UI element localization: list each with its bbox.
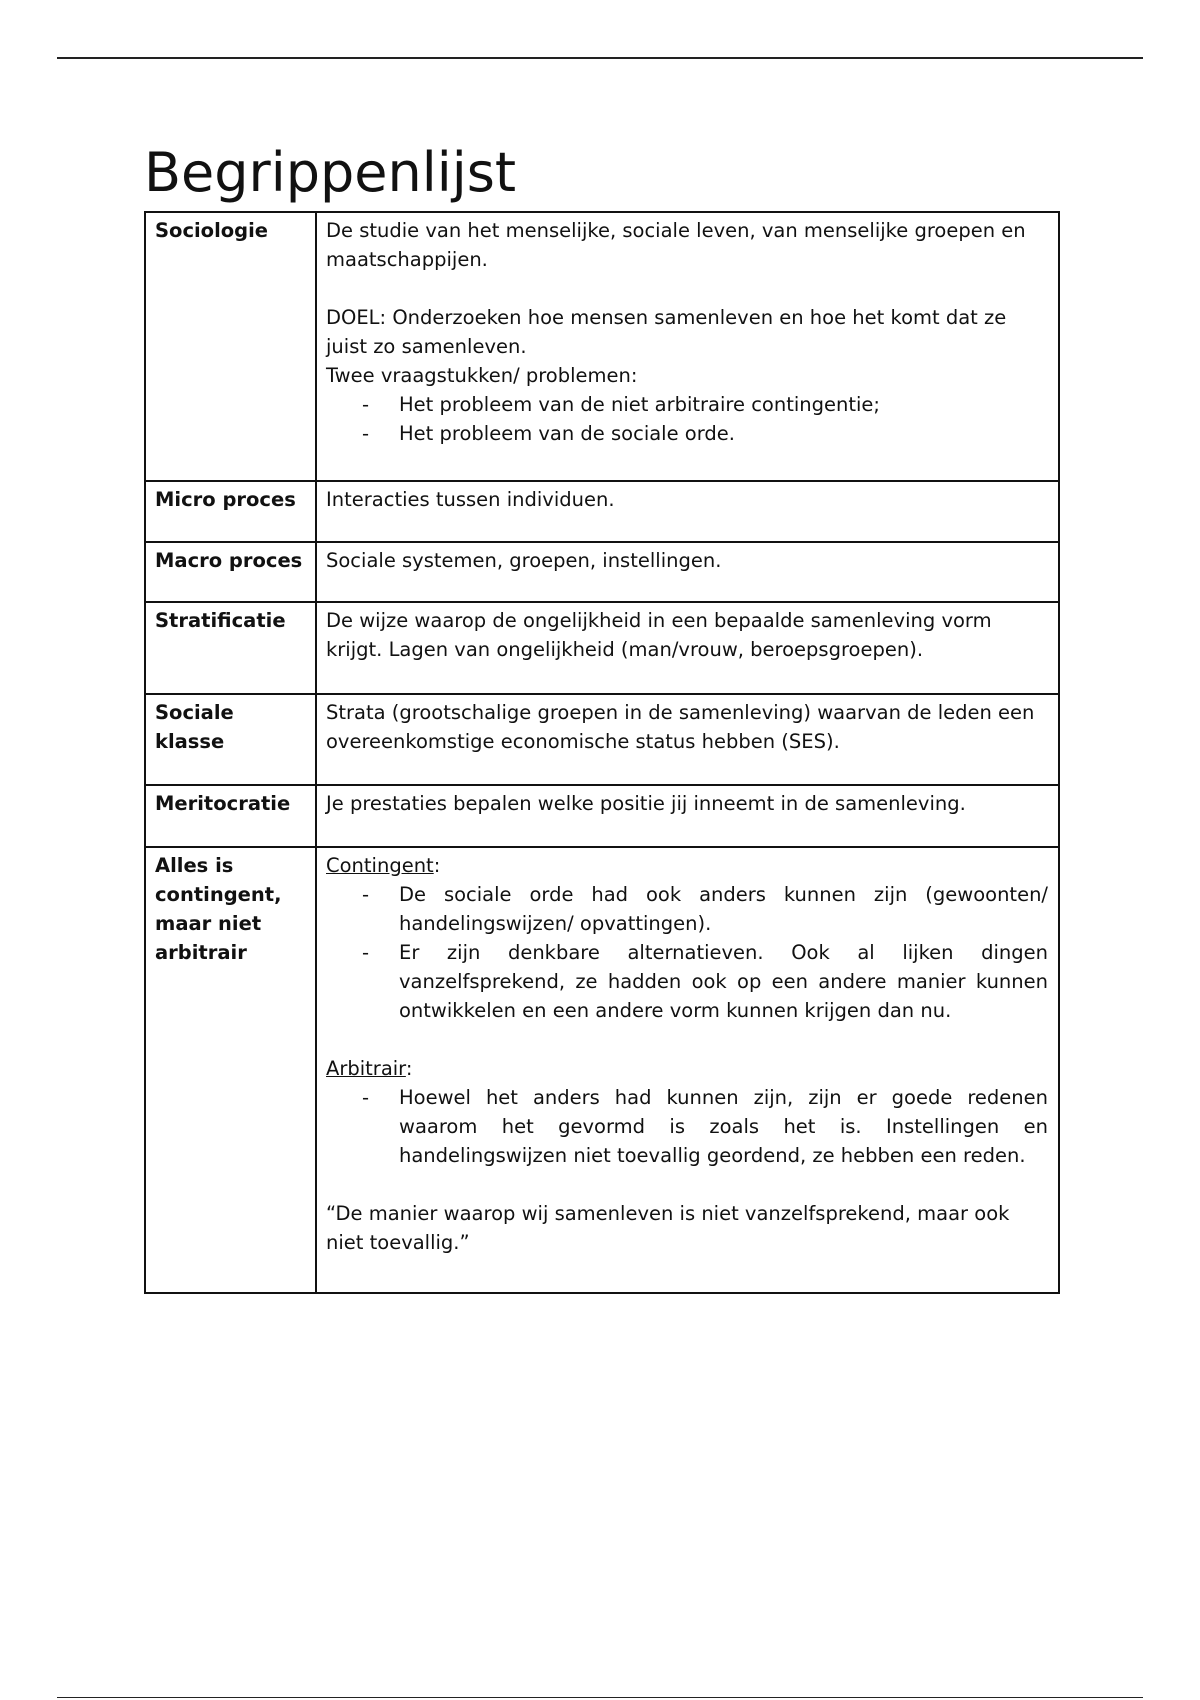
table-row — [145, 542, 1059, 602]
list-item: - De sociale orde had ook anders kunnen zijn (gewoonten/ handelingswijzen/ opvattingen). — [399, 880, 1048, 938]
subheading-contingent: Contingent: — [326, 854, 441, 877]
footer-rule — [57, 1697, 1143, 1698]
term-cell: Sociale klasse — [145, 694, 316, 785]
header-rule — [57, 57, 1143, 59]
glossary-table — [144, 211, 1060, 1294]
dash-list — [326, 390, 1048, 448]
page-title: Begrippenlijst — [144, 141, 517, 204]
table-row — [145, 785, 1059, 847]
definition-cell: De wijze waarop de ongelijkheid in een bepaalde samenleving vorm krijgt. Lagen van ongelijkheid (man/vrouw, beroepsgroepen). — [316, 602, 1059, 694]
table-row — [145, 602, 1059, 694]
definition-cell: Interacties tussen individuen. — [316, 481, 1059, 542]
table-row — [145, 481, 1059, 542]
list-item: - Het probleem van de sociale orde. — [399, 419, 1048, 448]
definition-cell — [316, 847, 1059, 1293]
quote-text: “De manier waarop wij samenleven is niet vanzelfsprekend, maar ook niet toevallig.” — [326, 1202, 1010, 1254]
definition-text: DOEL: Onderzoeken hoe mensen samenleven en hoe het komt dat ze juist zo samenleven. — [326, 306, 1007, 358]
dash-list — [326, 1083, 1048, 1170]
definition-text: De studie van het menselijke, sociale leven, van menselijke groepen en maatschappijen. — [326, 219, 1026, 271]
term-cell: Sociologie — [145, 212, 316, 481]
dash-list — [326, 880, 1048, 1025]
definition-cell: Strata (grootschalige groepen in de samenleving) waarvan de leden een overeenkomstige economische status hebben (SES). — [316, 694, 1059, 785]
term-cell: Micro proces — [145, 481, 316, 542]
subheading-arbitrair: Arbitrair: — [326, 1057, 413, 1080]
term-cell: Macro proces — [145, 542, 316, 602]
term-cell: Meritocratie — [145, 785, 316, 847]
term-cell: Stratificatie — [145, 602, 316, 694]
table-row — [145, 847, 1059, 1293]
term-cell: Alles is contingent, maar niet arbitrair — [145, 847, 316, 1293]
definition-cell — [316, 212, 1059, 481]
definition-cell: Je prestaties bepalen welke positie jij inneemt in de samenleving. — [316, 785, 1059, 847]
table-row — [145, 694, 1059, 785]
table-row — [145, 212, 1059, 481]
list-item: - Hoewel het anders had kunnen zijn, zijn er goede redenen waarom het gevormd is zoals het is. Instellingen en handelingswijzen niet toevallig geordend, ze hebben een reden. — [399, 1083, 1048, 1170]
list-item: - Er zijn denkbare alternatieven. Ook al lijken dingen vanzelfsprekend, ze hadden ook op een andere manier kunnen ontwikkelen en een andere vorm kunnen krijgen dan nu. — [399, 938, 1048, 1025]
definition-cell: Sociale systemen, groepen, instellingen. — [316, 542, 1059, 602]
definition-text: Twee vraagstukken/ problemen: — [326, 364, 638, 387]
list-item: - Het probleem van de niet arbitraire contingentie; — [399, 390, 1048, 419]
